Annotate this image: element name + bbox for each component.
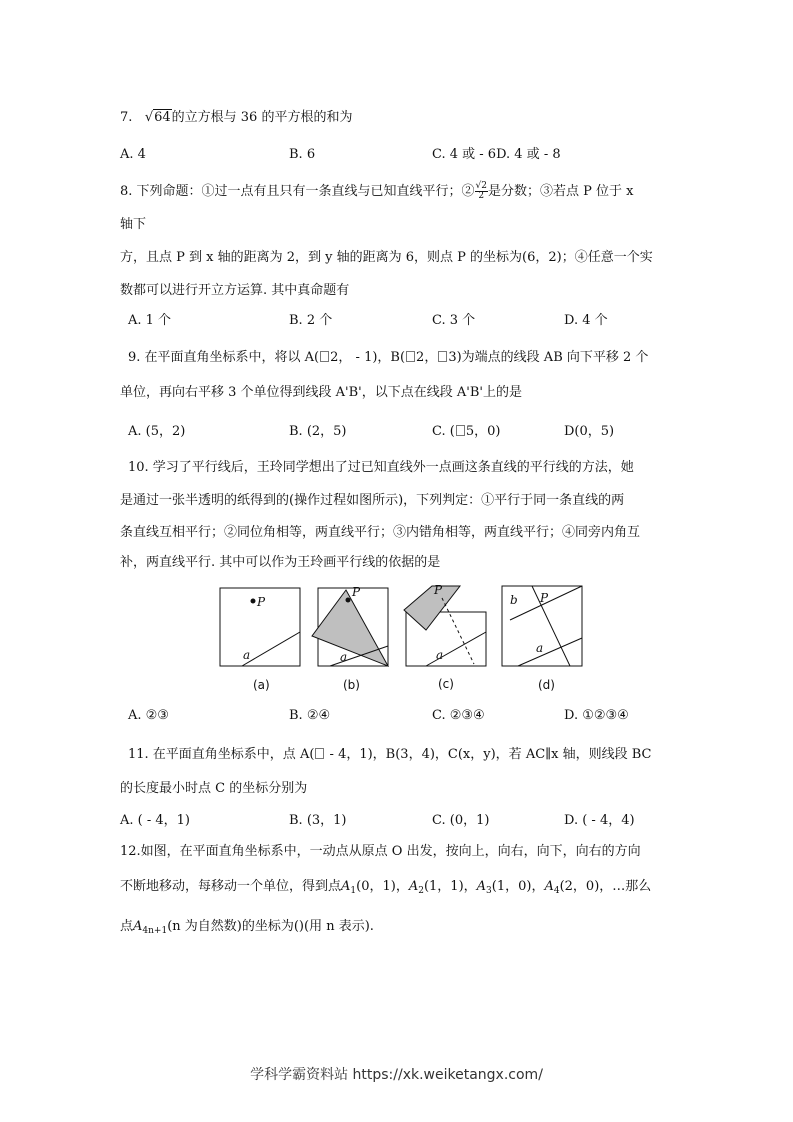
- q8-line1: 8. 下列命题：①过一点有且只有一条直线与已知直线平行；② $\frac{√2}{2}$ 是分数；③若点 P 位于 x: [120, 181, 634, 201]
- q10-option-d: D. ①②③④: [564, 708, 629, 723]
- q12-line2: 不断地移动，每移动一个单位，得到点$A_1(0$，1)，$A_2(1$，1)，$A_3(1$，0)，$A_4(2$，0)，…那么: [120, 879, 652, 896]
- q9-option-d: D(0，5): [564, 424, 615, 439]
- q8-option-a: A. 1 个: [128, 313, 172, 328]
- line-label-a: a: [340, 650, 348, 664]
- point-p-dot: [251, 599, 256, 604]
- figure-caption-b: (b): [343, 678, 360, 692]
- point-label: P: [434, 583, 443, 597]
- q8-line4: 数都可以进行开立方运算. 其中真命题有: [120, 283, 350, 298]
- line-label-b: b: [510, 593, 518, 607]
- line-label-a: a: [536, 641, 544, 655]
- q12-line3: 点$A_{4n+1}(n$ 为自然数)的坐标为()(用 n 表示).: [120, 919, 374, 936]
- q7-option-cd: C. 4 或 - 6D. 4 或 - 8: [432, 147, 561, 162]
- q10-option-b: B. ②④: [289, 708, 331, 723]
- point-label: P: [257, 595, 266, 609]
- q10-line4: 补，两直线平行. 其中可以作为王玲画平行线的依据的是: [120, 555, 441, 570]
- line-label-a: a: [243, 648, 251, 662]
- q9-option-b: B. (2，5): [289, 424, 347, 439]
- figure-caption-d: (d): [538, 678, 555, 692]
- q7-radicand: 64: [154, 110, 171, 125]
- q7-stem: 7. √64的立方根与 36 的平方根的和为: [120, 110, 353, 125]
- q10-line2: 是通过一张半透明的纸得到的(操作过程如图所示)，下列判定：①平行于同一条直线的两: [120, 493, 625, 508]
- q11-option-c: C. (0，1): [432, 813, 490, 828]
- figure-a: [220, 588, 300, 666]
- q10-line1: 10. 学习了平行线后，王玲同学想出了过已知直线外一点画这条直线的平行线的方法，她: [128, 460, 634, 475]
- missing-glyph-box: [438, 351, 447, 362]
- q7-option-b: B. 6: [289, 147, 316, 162]
- missing-glyph-box: [320, 351, 329, 362]
- q10-option-c: C. ②③④: [432, 708, 485, 723]
- q11-option-a: A. ( - 4，1): [120, 813, 190, 828]
- q11-line1: 11. 在平面直角坐标系中，点 A( - 4，1)，B(3，4)，C(x，y)，若 AC∥x 轴，则线段 BC: [128, 747, 652, 762]
- point-p-dot: [346, 598, 351, 603]
- q10-figures: [210, 580, 590, 700]
- figure-c: [404, 583, 486, 666]
- figure-d: [502, 586, 582, 666]
- q11-line2: 的长度最小时点 C 的坐标分别为: [120, 781, 308, 796]
- q8-option-b: B. 2 个: [289, 313, 333, 328]
- q9-option-a: A. (5，2): [128, 424, 186, 439]
- figure-caption-c: (c): [438, 677, 454, 691]
- missing-glyph-box: [456, 425, 465, 436]
- q8-fraction: $\frac{√2}{2}$: [475, 181, 488, 201]
- q10-option-a: A. ②③: [128, 708, 169, 723]
- q9-option-c: C. ( 5，0): [432, 424, 501, 439]
- q10-line3: 条直线互相平行；②同位角相等，两直线平行；③内错角相等，两直线平行；④同旁内角互: [120, 525, 641, 540]
- q9-line1: 9. 在平面直角坐标系中，将以 A( 2， - 1)，B( 2， 3)为端点的线段 AB 向下平移 2 个: [128, 350, 649, 365]
- q8-line2: 轴下: [120, 217, 147, 232]
- missing-glyph-box: [406, 351, 415, 362]
- q7-option-a: A. 4: [120, 147, 146, 162]
- point-label: P: [540, 591, 549, 605]
- figure-caption-a: (a): [253, 678, 270, 692]
- q11-option-d: D. ( - 4，4): [564, 813, 635, 828]
- q8-option-c: C. 3 个: [432, 313, 476, 328]
- q9-line2: 单位，再向右平移 3 个单位得到线段 A'B'，以下点在线段 A'B'上的是: [120, 385, 522, 400]
- page-footer: 学科学霸资料站 https://xk.weiketangx.com/: [250, 1067, 543, 1083]
- q11-option-b: B. (3，1): [289, 813, 347, 828]
- figure-b: [312, 585, 388, 666]
- q12-line1: 12.如图，在平面直角坐标系中，一动点从原点 O 出发，按向上，向右，向下，向右的方向: [120, 844, 641, 859]
- sqrt-symbol: √: [144, 110, 154, 125]
- q8-option-d: D. 4 个: [564, 313, 608, 328]
- point-label: P: [352, 585, 361, 599]
- q8-line3: 方，且点 P 到 x 轴的距离为 2，到 y 轴的距离为 6，则点 P 的坐标为(6，2)；④任意一个实: [120, 250, 653, 265]
- line-label-a: a: [436, 648, 444, 662]
- missing-glyph-box: [315, 748, 324, 759]
